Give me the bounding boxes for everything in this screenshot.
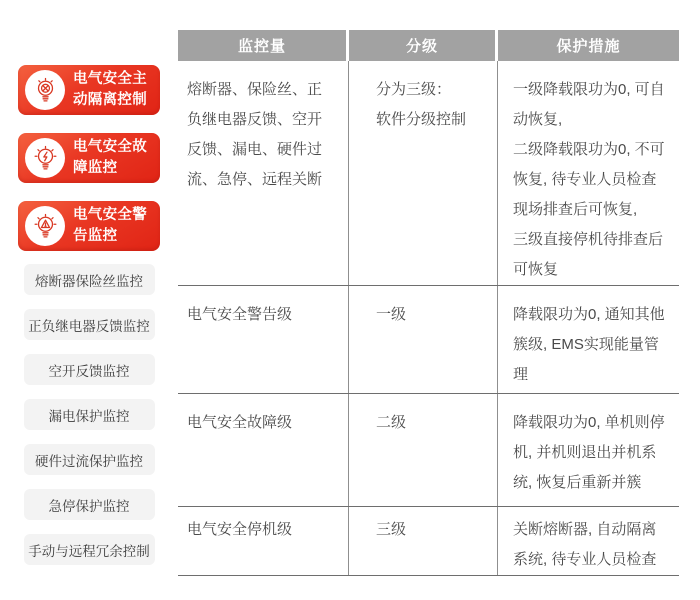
- cell-text: 二级降载限功为0, 不可恢复, 待专业人员检查现场排查后可恢复,: [513, 141, 665, 218]
- bulb-forbidden-icon: [25, 70, 65, 110]
- column-header-protection: 保护措施: [498, 30, 679, 61]
- cell-text: 一级: [376, 306, 407, 323]
- monitor-cell: [178, 394, 348, 506]
- monitor-button-manual-remote[interactable]: 手动与远程冗余控制: [24, 534, 155, 565]
- cell-text: 二级: [376, 414, 407, 431]
- cell-text: 降载限功为0, 通知其他簇级, EMS实现能量管理: [513, 306, 665, 383]
- sidebar: [18, 65, 160, 565]
- measures-cell: [497, 286, 679, 393]
- column-header-monitor: 监控量: [178, 30, 346, 61]
- table-row-shutdown-level: [178, 507, 679, 576]
- table-row-fault-level: [178, 394, 679, 507]
- feature-button-active-isolation[interactable]: [18, 65, 160, 115]
- feature-button-label: 电气安全故障监控: [73, 138, 147, 176]
- monitor-cell: [178, 61, 348, 285]
- table-header-row: [178, 30, 679, 61]
- bulb-warning-icon: [25, 206, 65, 246]
- measures-cell: [497, 61, 679, 285]
- safety-grading-table: [178, 30, 679, 576]
- monitor-button-breaker-feedback[interactable]: 空开反馈监控: [24, 354, 155, 385]
- cell-text: 熔断器、保险丝、正负继电器反馈、空开反馈、漏电、硬件过流、急停、远程关断: [187, 81, 323, 188]
- feature-button-fault-monitor[interactable]: [18, 133, 160, 183]
- cell-text: 三级直接停机待排查后可恢复: [513, 231, 664, 278]
- monitor-cell: [178, 286, 348, 393]
- level-cell: [348, 286, 497, 393]
- table-row-warning-level: [178, 286, 679, 394]
- bulb-lightning-icon: [25, 138, 65, 178]
- cell-text: 软件分级控制: [376, 111, 467, 128]
- level-cell: [348, 61, 497, 285]
- table-row-overview: [178, 61, 679, 286]
- feature-button-warning-monitor[interactable]: [18, 201, 160, 251]
- monitor-button-relay-feedback[interactable]: 正负继电器反馈监控: [24, 309, 155, 340]
- feature-button-label: 电气安全警告监控: [73, 206, 147, 244]
- monitor-button-overcurrent[interactable]: 硬件过流保护监控: [24, 444, 155, 475]
- cell-text: 电气安全故障级: [187, 414, 293, 431]
- table-body: [178, 61, 679, 576]
- monitor-button-fuse[interactable]: 熔断器保险丝监控: [24, 264, 155, 295]
- monitor-button-list: [18, 264, 160, 565]
- monitor-cell: [178, 507, 348, 575]
- cell-text: 电气安全停机级: [187, 521, 293, 538]
- cell-text: 三级: [376, 521, 407, 538]
- cell-text: 一级降载限功为0, 可自动恢复,: [513, 81, 665, 128]
- cell-text: 分为三级：: [376, 81, 452, 98]
- monitor-button-leakage[interactable]: 漏电保护监控: [24, 399, 155, 430]
- cell-text: 电气安全警告级: [187, 306, 293, 323]
- measures-cell: [497, 394, 679, 506]
- feature-button-label: 电气安全主动隔离控制: [73, 70, 147, 108]
- column-header-level: 分级: [349, 30, 495, 61]
- level-cell: [348, 394, 497, 506]
- cell-text: 降载限功为0, 单机则停机, 并机则退出并机系统, 恢复后重新并簇: [513, 414, 665, 491]
- measures-cell: [497, 507, 679, 575]
- level-cell: [348, 507, 497, 575]
- monitor-button-estop[interactable]: 急停保护监控: [24, 489, 155, 520]
- cell-text: 关断熔断器, 自动隔离系统, 待专业人员检查: [513, 521, 657, 568]
